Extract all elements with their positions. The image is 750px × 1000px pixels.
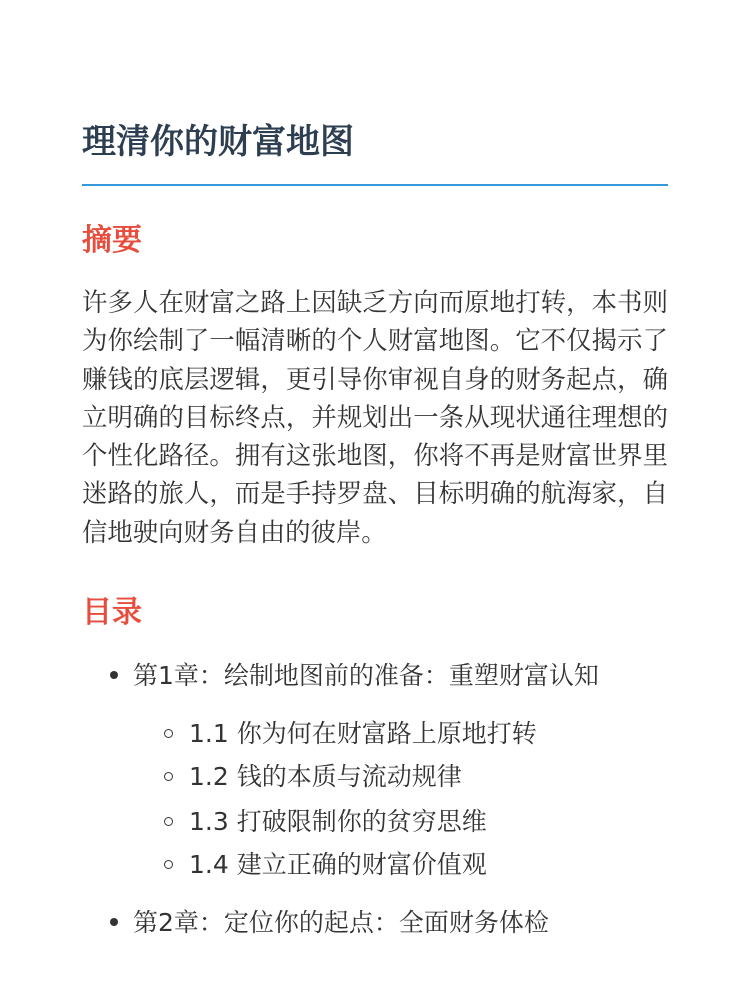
toc-chapter-1-label: 第1章：绘制地图前的准备：重塑财富认知: [133, 661, 599, 690]
toc-section-1-1: [164, 714, 537, 754]
bullet-icon: [110, 671, 118, 679]
toc-section-label: 1.3 打破限制你的贫穷思维: [189, 807, 487, 836]
toc-section-1-4: [164, 845, 487, 885]
bullet-icon: [110, 918, 118, 926]
circle-bullet-icon: [164, 729, 173, 738]
toc-section-label: 1.4 建立正确的财富价值观: [189, 850, 487, 879]
toc-heading: 目录: [82, 595, 142, 630]
toc-section-label: 1.1 你为何在财富路上原地打转: [189, 719, 537, 748]
summary-heading: 摘要: [82, 223, 142, 258]
summary-paragraph: 许多人在财富之路上因缺乏方向而原地打转，本书则为你绘制了一幅清晰的个人财富地图。它不仅揭示了赚钱的底层逻辑，更引导你审视自身的财务起点，确立明确的目标终点，并规划出一条从现状通往理想的个性化路径。拥有这张地图，你将不再是财富世界里迷路的旅人，而是手持罗盘、目标明确的航海家，自信地驶向财务自由的彼岸。: [82, 287, 668, 547]
circle-bullet-icon: [164, 817, 173, 826]
toc-chapter-1: [110, 656, 599, 696]
circle-bullet-icon: [164, 860, 173, 869]
toc-section-1-3: [164, 802, 487, 842]
page-title: 理清你的财富地图: [82, 122, 354, 162]
toc-chapter-2: [110, 903, 549, 943]
toc-chapter-2-label: 第2章：定位你的起点：全面财务体检: [133, 908, 549, 937]
toc-section-1-2: [164, 757, 462, 797]
circle-bullet-icon: [164, 772, 173, 781]
toc-section-label: 1.2 钱的本质与流动规律: [189, 762, 462, 791]
title-divider: [82, 184, 668, 186]
